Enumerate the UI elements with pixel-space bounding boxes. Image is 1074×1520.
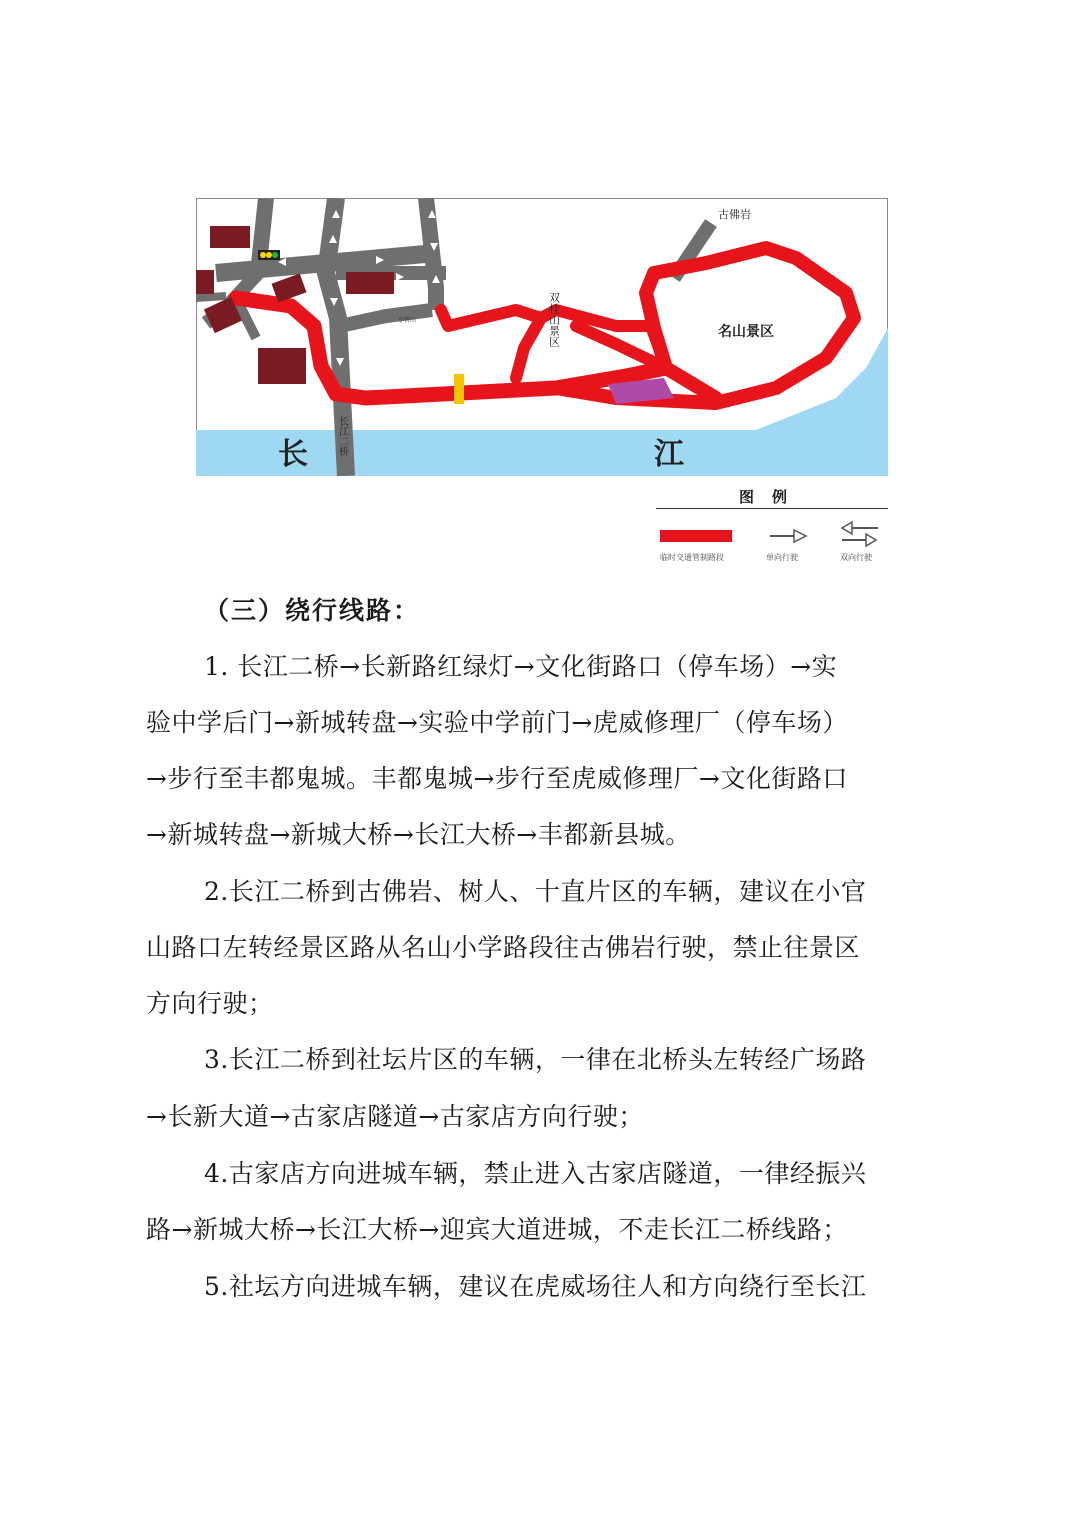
map-legend xyxy=(656,486,888,566)
paragraph-line: 5.社坛方向进城车辆，建议在虎威场往人和方向绕行至长江 xyxy=(204,1272,867,1301)
legend-label: 双向行驶 xyxy=(840,553,872,562)
paragraph-line: 路→新城大桥→长江大桥→迎宾大道进城，不走长江二桥线路； xyxy=(146,1215,848,1244)
legend-item-two-way xyxy=(840,520,888,560)
paragraph-line: →长新大道→古家店隧道→古家店方向行驶； xyxy=(146,1102,644,1131)
paragraph-line: 2.长江二桥到古佛岩、树人、十直片区的车辆，建议在小官 xyxy=(204,877,867,906)
legend-divider xyxy=(656,508,888,509)
traffic-light-icon xyxy=(258,250,280,260)
red-bar-icon xyxy=(660,530,732,542)
shuanggui-scenic-label: 双桂山景区 xyxy=(547,292,561,347)
mingshan-scenic-label: 名山景区 xyxy=(718,324,774,340)
river-label-right: 江 xyxy=(654,437,684,472)
legend-label: 单向行驶 xyxy=(766,553,798,562)
one-way-arrow-icon xyxy=(768,526,808,546)
legend-label: 临时交通管制路段 xyxy=(660,553,724,562)
paragraph-line: →步行至丰都鬼城。丰都鬼城→步行至虎威修理厂→文化街路口 xyxy=(146,764,848,793)
legend-item-control-road xyxy=(656,520,746,560)
paragraph-line: 1. 长江二桥→长新路红绿灯→文化街路口（停车场）→实 xyxy=(204,652,838,681)
xiaoguanshan-label: 小官山 xyxy=(398,317,417,324)
legend-item-one-way xyxy=(766,520,816,560)
bridge-label: 长江二桥 xyxy=(336,416,348,456)
paragraph-line: 验中学后门→新城转盘→实验中学前门→虎威修理厂（停车场） xyxy=(146,708,848,737)
traffic-control-map xyxy=(196,198,888,476)
two-way-arrow-icon xyxy=(840,520,880,548)
paragraph-line: 山路口左转经景区路从名山小学路段往古佛岩行驶，禁止往景区 xyxy=(146,933,861,962)
paragraph-line: 4.古家店方向进城车辆，禁止进入古家店隧道，一律经振兴 xyxy=(204,1159,867,1188)
paragraph-line: 3.长江二桥到社坛片区的车辆，一律在北桥头左转经广场路 xyxy=(204,1045,867,1074)
river-label-left: 长 xyxy=(278,437,308,472)
paragraph-line: 方向行驶； xyxy=(146,989,274,1018)
legend-title: 图例 xyxy=(738,488,805,506)
paragraph-line: →新城转盘→新城大桥→长江大桥→丰都新县城。 xyxy=(146,820,691,849)
checkpoint-marker xyxy=(454,374,464,404)
section-heading: （三）绕行线路： xyxy=(204,596,421,625)
gufoyan-label: 古佛岩 xyxy=(718,208,751,221)
